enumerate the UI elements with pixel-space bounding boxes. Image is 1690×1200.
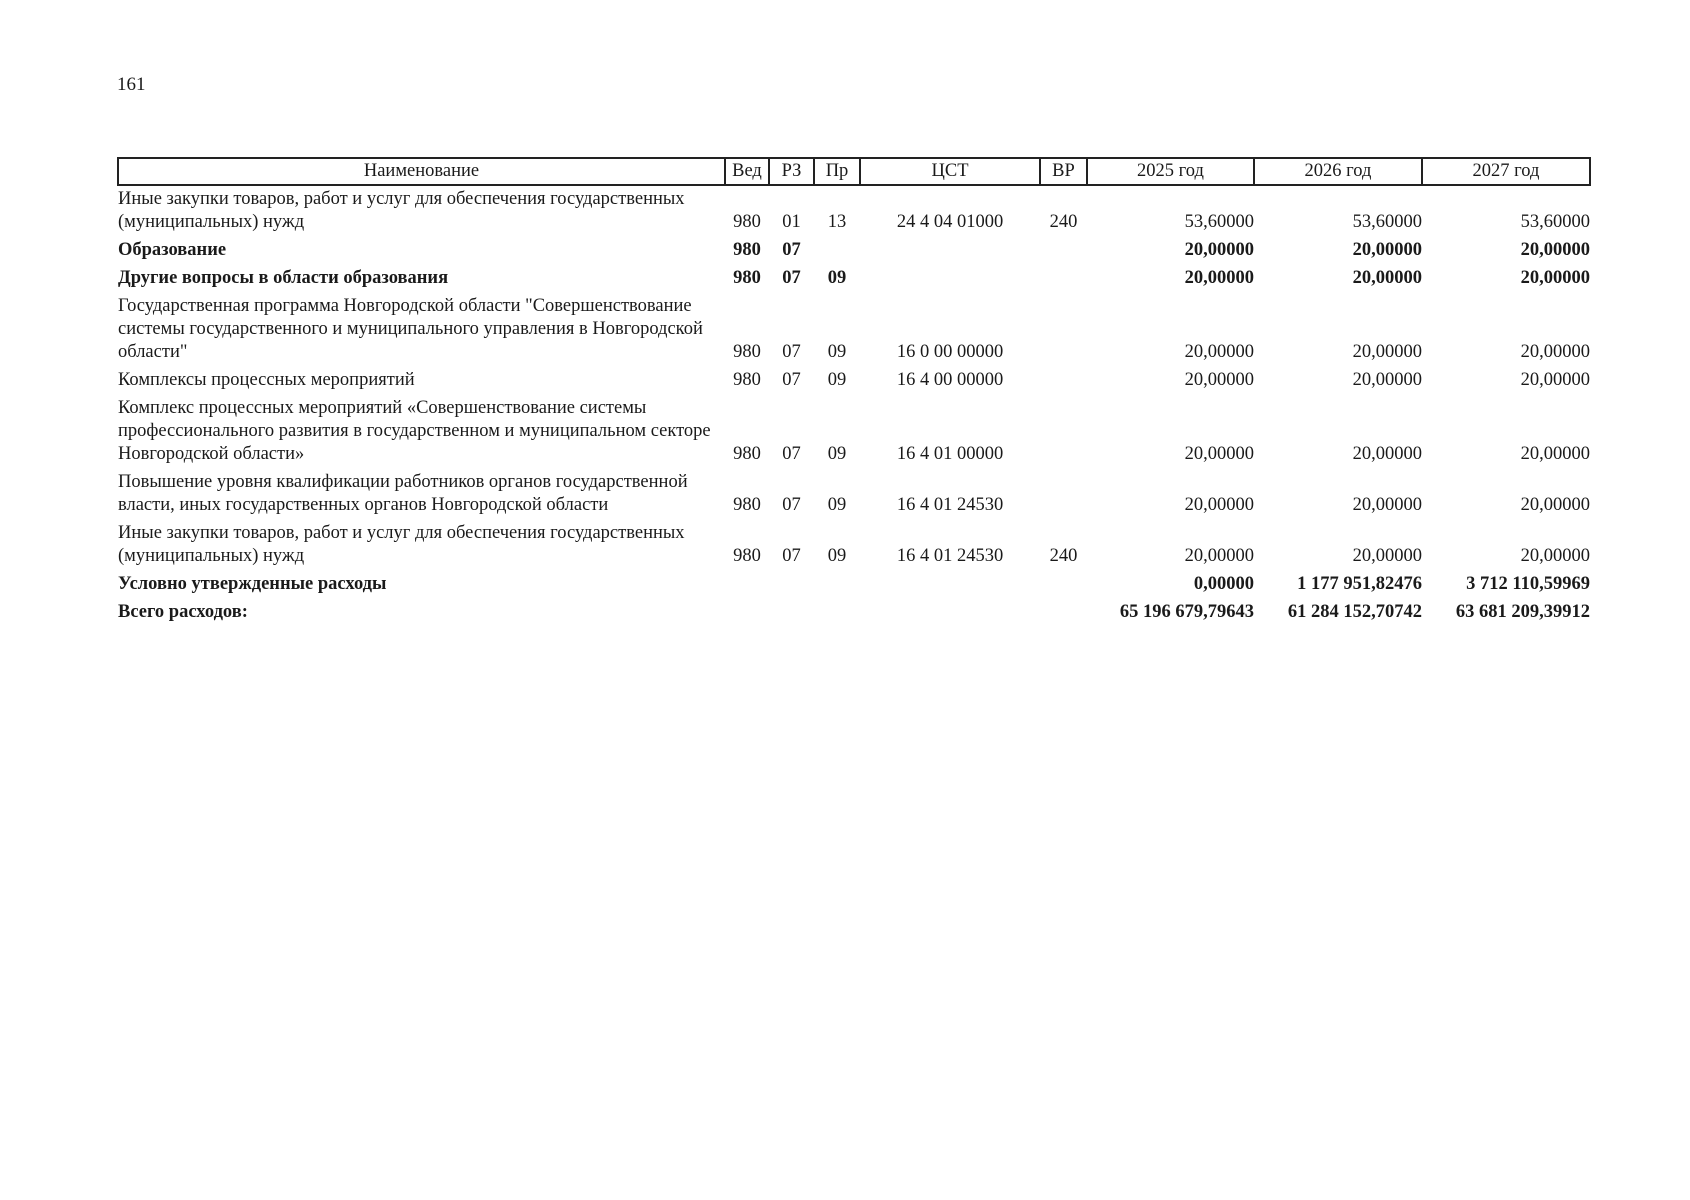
cell-2027: 20,00000 bbox=[1520, 370, 1590, 390]
cell-rz: 07 bbox=[782, 370, 801, 390]
cell-2026: 20,00000 bbox=[1352, 495, 1422, 515]
budget-table bbox=[117, 157, 1591, 629]
cell-rz: 07 bbox=[782, 268, 801, 288]
cell-vr bbox=[1040, 239, 1087, 267]
cell-pr: 09 bbox=[827, 444, 847, 464]
cell-2027: 3 712 110,59969 bbox=[1466, 574, 1590, 594]
cell-2025: 20,00000 bbox=[1184, 495, 1254, 515]
cell-rz: 07 bbox=[782, 240, 801, 260]
cell-2027: 20,00000 bbox=[1520, 240, 1590, 260]
cell-pr: 09 bbox=[827, 495, 847, 515]
cell-ved: 980 bbox=[733, 212, 761, 232]
cell-name: Образование bbox=[118, 240, 227, 260]
cell-pr: 09 bbox=[827, 370, 847, 390]
cell-2026: 61 284 152,70742 bbox=[1287, 602, 1422, 622]
cell-2026: 20,00000 bbox=[1352, 444, 1422, 464]
table-row bbox=[118, 267, 1590, 295]
cell-ved: 980 bbox=[733, 495, 761, 515]
cell-rz bbox=[769, 601, 814, 629]
cell-2026: 20,00000 bbox=[1352, 268, 1422, 288]
cell-name: Другие вопросы в области образования bbox=[118, 268, 449, 288]
cell-name: Комплекс процессных мероприятий «Совершенствование системы профессионального развития в государственном и муниципальном секторе Новгородской области» bbox=[118, 398, 711, 464]
table-row bbox=[118, 522, 1590, 573]
cell-ved: 980 bbox=[733, 370, 761, 390]
cell-vr: 240 bbox=[1049, 546, 1078, 566]
table-row bbox=[118, 573, 1590, 601]
cell-pr: 09 bbox=[827, 546, 847, 566]
cell-ved: 980 bbox=[733, 546, 761, 566]
cell-2026: 53,60000 bbox=[1352, 212, 1422, 232]
cell-2026: 1 177 951,82476 bbox=[1297, 574, 1422, 594]
cell-name: Государственная программа Новгородской области "Совершенствование системы государственного и муниципального управления в Новгородской области" bbox=[118, 296, 703, 362]
cell-pr bbox=[814, 601, 860, 629]
cell-2025: 20,00000 bbox=[1184, 546, 1254, 566]
cell-cst: 16 4 01 24530 bbox=[896, 495, 1004, 515]
cell-cst bbox=[860, 267, 1040, 295]
cell-ved: 980 bbox=[733, 268, 761, 288]
cell-ved bbox=[725, 573, 769, 601]
cell-cst: 24 4 04 01000 bbox=[896, 212, 1004, 232]
cell-vr bbox=[1040, 573, 1087, 601]
cell-name: Всего расходов: bbox=[118, 602, 248, 622]
cell-cst bbox=[860, 601, 1040, 629]
cell-vr bbox=[1040, 471, 1087, 522]
header-ved: Вед bbox=[725, 158, 769, 185]
table-body bbox=[118, 185, 1590, 629]
cell-cst: 16 4 00 00000 bbox=[896, 370, 1004, 390]
cell-rz: 07 bbox=[782, 342, 801, 362]
cell-2027: 63 681 209,39912 bbox=[1455, 602, 1590, 622]
cell-cst bbox=[860, 573, 1040, 601]
cell-name: Условно утвержденные расходы bbox=[118, 574, 387, 594]
table-row bbox=[118, 397, 1590, 471]
cell-2025: 0,00000 bbox=[1193, 574, 1254, 594]
cell-pr: 09 bbox=[827, 342, 847, 362]
cell-2027: 20,00000 bbox=[1520, 546, 1590, 566]
cell-rz: 07 bbox=[782, 444, 801, 464]
cell-2027: 20,00000 bbox=[1520, 342, 1590, 362]
cell-pr: 13 bbox=[827, 212, 847, 232]
header-2025: 2025 год bbox=[1087, 158, 1254, 185]
cell-2027: 20,00000 bbox=[1520, 495, 1590, 515]
cell-name: Иные закупки товаров, работ и услуг для обеспечения государственных (муниципальных) нужд bbox=[118, 523, 685, 566]
cell-2026: 20,00000 bbox=[1352, 370, 1422, 390]
table-row bbox=[118, 369, 1590, 397]
cell-cst bbox=[860, 239, 1040, 267]
cell-2025: 20,00000 bbox=[1184, 370, 1254, 390]
table-row bbox=[118, 471, 1590, 522]
cell-vr bbox=[1040, 267, 1087, 295]
cell-rz bbox=[769, 573, 814, 601]
cell-2027: 20,00000 bbox=[1520, 444, 1590, 464]
cell-2026: 20,00000 bbox=[1352, 240, 1422, 260]
cell-2027: 20,00000 bbox=[1520, 268, 1590, 288]
cell-vr: 240 bbox=[1049, 212, 1078, 232]
header-vr: ВР bbox=[1040, 158, 1087, 185]
cell-2025: 65 196 679,79643 bbox=[1119, 602, 1254, 622]
cell-ved: 980 bbox=[733, 444, 761, 464]
cell-2025: 20,00000 bbox=[1184, 268, 1254, 288]
cell-pr: 09 bbox=[827, 268, 847, 288]
cell-name: Повышение уровня квалификации работников органов государственной власти, иных государственных органов Новгородской области bbox=[118, 472, 688, 515]
cell-cst: 16 4 01 00000 bbox=[896, 444, 1004, 464]
header-cst: ЦСТ bbox=[860, 158, 1040, 185]
cell-ved bbox=[725, 601, 769, 629]
header-pr: Пр bbox=[814, 158, 860, 185]
cell-2025: 20,00000 bbox=[1184, 342, 1254, 362]
cell-2027: 53,60000 bbox=[1520, 212, 1590, 232]
cell-name: Комплексы процессных мероприятий bbox=[118, 370, 415, 390]
header-2027: 2027 год bbox=[1422, 158, 1590, 185]
cell-cst: 16 4 01 24530 bbox=[896, 546, 1004, 566]
cell-pr bbox=[814, 239, 860, 267]
header-row bbox=[118, 158, 1590, 185]
cell-2026: 20,00000 bbox=[1352, 546, 1422, 566]
page-number: 161 bbox=[117, 74, 146, 95]
cell-vr bbox=[1040, 397, 1087, 471]
cell-rz: 07 bbox=[782, 495, 801, 515]
cell-vr bbox=[1040, 295, 1087, 369]
cell-rz: 07 bbox=[782, 546, 801, 566]
header-rz: РЗ bbox=[769, 158, 814, 185]
cell-vr bbox=[1040, 601, 1087, 629]
header-name: Наименование bbox=[118, 158, 725, 185]
cell-2025: 53,60000 bbox=[1184, 212, 1254, 232]
table-row bbox=[118, 185, 1590, 239]
cell-2026: 20,00000 bbox=[1352, 342, 1422, 362]
cell-cst: 16 0 00 00000 bbox=[896, 342, 1004, 362]
table-row bbox=[118, 239, 1590, 267]
cell-rz: 01 bbox=[782, 212, 801, 232]
cell-pr bbox=[814, 573, 860, 601]
cell-2025: 20,00000 bbox=[1184, 240, 1254, 260]
cell-vr bbox=[1040, 369, 1087, 397]
table-row bbox=[118, 295, 1590, 369]
header-2026: 2026 год bbox=[1254, 158, 1422, 185]
cell-ved: 980 bbox=[733, 342, 761, 362]
cell-ved: 980 bbox=[733, 240, 761, 260]
table-row bbox=[118, 601, 1590, 629]
cell-2025: 20,00000 bbox=[1184, 444, 1254, 464]
cell-name: Иные закупки товаров, работ и услуг для обеспечения государственных (муниципальных) нужд bbox=[118, 189, 685, 232]
